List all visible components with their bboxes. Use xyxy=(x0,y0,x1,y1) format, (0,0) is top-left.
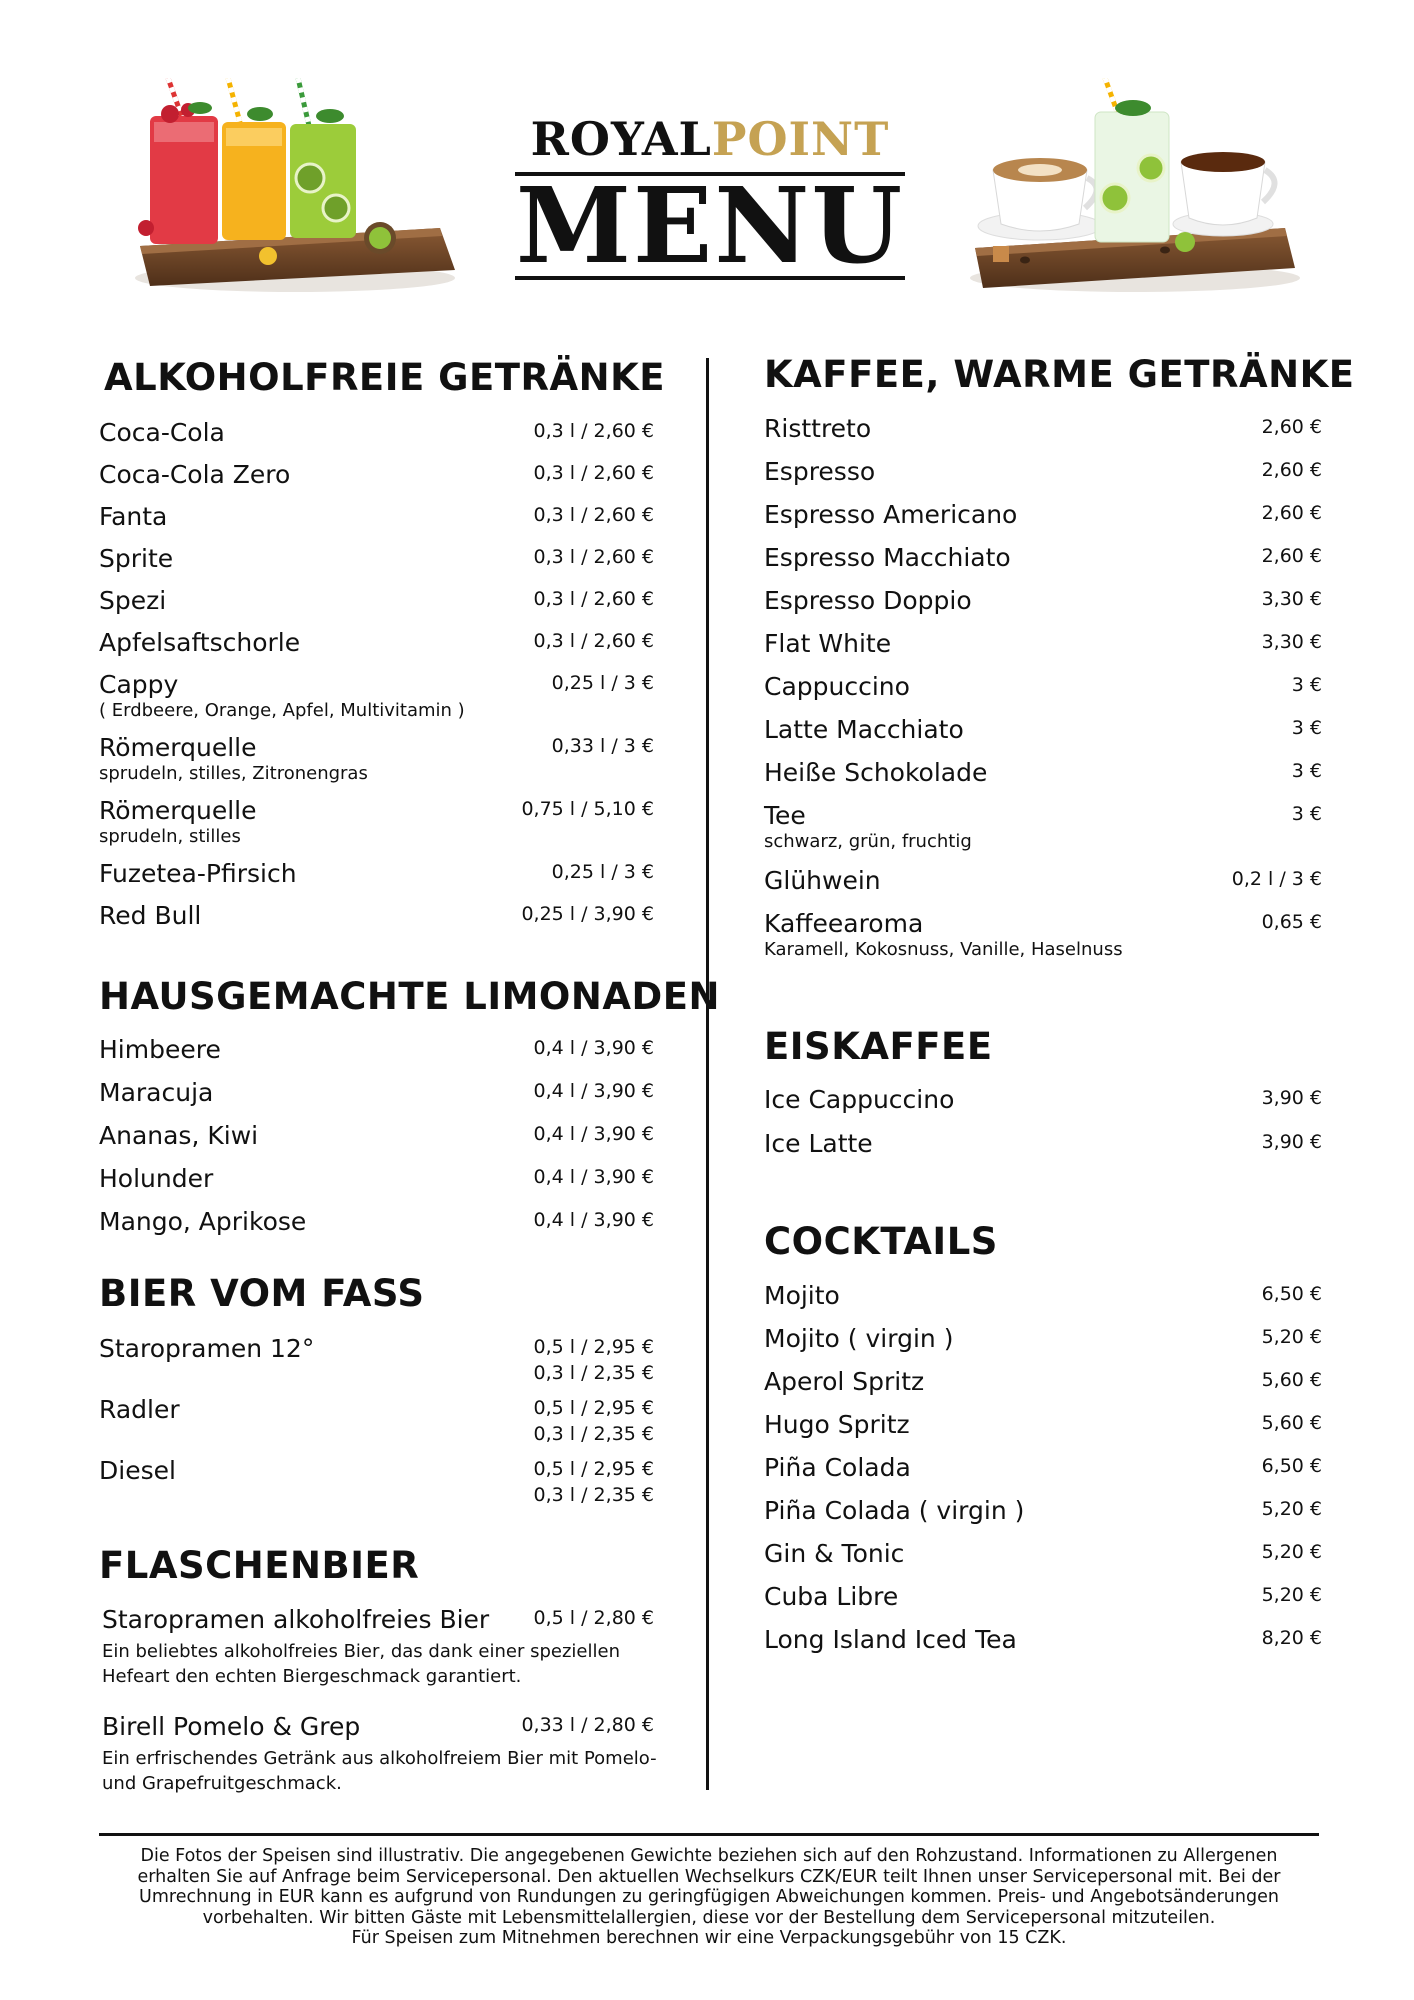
item-name: Ananas, Kiwi xyxy=(99,1121,259,1150)
item-price: 0,5 l / 2,95 € xyxy=(533,1336,654,1358)
item-name: Sprite xyxy=(99,544,174,573)
item-name: Espresso Doppio xyxy=(764,586,972,615)
item-price: 0,3 l / 2,60 € xyxy=(533,546,654,568)
item-name: Cuba Libre xyxy=(764,1582,899,1611)
footer-divider xyxy=(99,1833,1319,1836)
coffee-and-tea-image xyxy=(965,78,1305,296)
item-name: Risttreto xyxy=(764,414,872,443)
item-name: Staropramen alkoholfreies Bier xyxy=(102,1605,490,1634)
item-name: Piña Colada ( virgin ) xyxy=(764,1496,1025,1525)
item-price: 0,25 l / 3,90 € xyxy=(521,903,654,925)
item-name: Mojito xyxy=(764,1281,840,1310)
item-name: Espresso xyxy=(764,457,876,486)
item-name: Birell Pomelo & Grep xyxy=(102,1712,361,1741)
item-name: Fuzetea-Pfirsich xyxy=(99,859,297,888)
item-name: Long Island Iced Tea xyxy=(764,1625,1017,1654)
item-name: Espresso Macchiato xyxy=(764,543,1011,572)
item-name: Apfelsaftschorle xyxy=(99,628,301,657)
item-price: 5,20 € xyxy=(1261,1326,1322,1348)
item-name: Gin & Tonic xyxy=(764,1539,905,1568)
item-price: 6,50 € xyxy=(1261,1283,1322,1305)
item-name: Ice Latte xyxy=(764,1129,873,1158)
item-price: 0,3 l / 2,60 € xyxy=(533,630,654,652)
item-price: 0,33 l / 2,80 € xyxy=(521,1714,654,1736)
item-price: 0,25 l / 3 € xyxy=(551,861,654,883)
item-price: 5,20 € xyxy=(1261,1541,1322,1563)
item-price: 0,33 l / 3 € xyxy=(551,735,654,757)
item-description: sprudeln, stilles xyxy=(99,826,241,847)
item-name: Red Bull xyxy=(99,901,202,930)
section-title-kaffee: KAFFEE, WARME GETRÄNKE xyxy=(764,353,1355,396)
item-description: Ein beliebtes alkoholfreies Bier, das dank einer speziellen Hefeart den echten Biergeschmack garantiert. xyxy=(102,1641,620,1687)
item-price: 0,5 l / 2,95 € xyxy=(533,1397,654,1419)
item-name: Mango, Aprikose xyxy=(99,1207,307,1236)
item-price: 5,60 € xyxy=(1261,1412,1322,1434)
footer-line: Für Speisen zum Mitnehmen berechnen wir eine Verpackungsgebühr von 15 CZK. xyxy=(351,1928,1067,1948)
item-name: Espresso Americano xyxy=(764,500,1018,529)
item-price: 0,3 l / 2,60 € xyxy=(533,420,654,442)
footer-disclaimer xyxy=(99,1846,1319,1949)
item-description: schwarz, grün, fruchtig xyxy=(764,831,972,852)
item-price: 0,3 l / 2,60 € xyxy=(533,504,654,526)
brand-point: POINT xyxy=(711,112,890,166)
section-title-eiskaffee: EISKAFFEE xyxy=(764,1025,993,1068)
item-name: Diesel xyxy=(99,1456,176,1485)
item-name: Cappuccino xyxy=(764,672,910,701)
item-name: Latte Macchiato xyxy=(764,715,964,744)
item-description: Karamell, Kokosnuss, Vanille, Haselnuss xyxy=(764,939,1123,960)
item-name: Römerquelle xyxy=(99,733,257,762)
item-price: 0,4 l / 3,90 € xyxy=(533,1037,654,1059)
item-price: 2,60 € xyxy=(1261,459,1322,481)
item-price: 0,3 l / 2,35 € xyxy=(533,1423,654,1445)
item-name: Heiße Schokolade xyxy=(764,758,988,787)
brand-royal: ROYAL xyxy=(530,112,712,166)
item-price: 0,4 l / 3,90 € xyxy=(533,1209,654,1231)
item-price: 0,75 l / 5,10 € xyxy=(521,798,654,820)
item-price: 5,60 € xyxy=(1261,1369,1322,1391)
section-title-limonaden: HAUSGEMACHTE LIMONADEN xyxy=(99,975,720,1018)
item-price: 2,60 € xyxy=(1261,545,1322,567)
item-name: Piña Colada xyxy=(764,1453,911,1482)
section-title-cocktails: COCKTAILS xyxy=(764,1220,998,1263)
item-name: Radler xyxy=(99,1395,180,1424)
footer-line: Die Fotos der Speisen sind illustrativ. Die angegebenen Gewichte beziehen sich auf den Rohzustand. Informationen zu Allergenen xyxy=(140,1846,1278,1866)
item-price: 0,25 l / 3 € xyxy=(551,672,654,694)
item-name: Holunder xyxy=(99,1164,214,1193)
footer-line: erhalten Sie auf Anfrage beim Servicepersonal. Den aktuellen Wechselkurs CZK/EUR teilt Ihnen unser Servicepersonal mit. Bei der xyxy=(137,1866,1281,1887)
item-price: 3,30 € xyxy=(1261,631,1322,653)
section-title-flaschenbier: FLASCHENBIER xyxy=(99,1544,420,1587)
item-price: 0,4 l / 3,90 € xyxy=(533,1166,654,1188)
brand-logo xyxy=(520,112,900,166)
item-name: Maracuja xyxy=(99,1078,214,1107)
section-title-bier-vom-fass: BIER VOM FASS xyxy=(99,1272,425,1315)
item-price: 0,3 l / 2,60 € xyxy=(533,588,654,610)
item-price: 6,50 € xyxy=(1261,1455,1322,1477)
item-name: Ice Cappuccino xyxy=(764,1085,955,1114)
column-divider xyxy=(706,358,709,1790)
item-price: 0,3 l / 2,35 € xyxy=(533,1484,654,1506)
item-price: 0,4 l / 3,90 € xyxy=(533,1080,654,1102)
item-name: Spezi xyxy=(99,586,167,615)
item-name: Aperol Spritz xyxy=(764,1367,925,1396)
item-price: 5,20 € xyxy=(1261,1498,1322,1520)
item-price: 0,3 l / 2,35 € xyxy=(533,1362,654,1384)
item-name: Cappy xyxy=(99,670,179,699)
item-name: Mojito ( virgin ) xyxy=(764,1324,954,1353)
item-name: Tee xyxy=(764,801,806,830)
item-description: sprudeln, stilles, Zitronengras xyxy=(99,763,368,784)
item-price: 3 € xyxy=(1291,674,1322,696)
item-price: 3,90 € xyxy=(1261,1131,1322,1153)
item-description: Ein erfrischendes Getränk aus alkoholfreiem Bier mit Pomelo- und Grapefruitgeschmack. xyxy=(102,1748,657,1794)
item-price: 0,5 l / 2,95 € xyxy=(533,1458,654,1480)
item-price: 3 € xyxy=(1291,717,1322,739)
lemonade-glasses-image xyxy=(130,78,460,296)
item-name: Kaffeearoma xyxy=(764,909,924,938)
item-name: Römerquelle xyxy=(99,796,257,825)
item-price: 3 € xyxy=(1291,803,1322,825)
item-price: 0,65 € xyxy=(1261,911,1322,933)
item-description: ( Erdbeere, Orange, Apfel, Multivitamin ) xyxy=(99,700,465,721)
item-price: 5,20 € xyxy=(1261,1584,1322,1606)
item-name: Himbeere xyxy=(99,1035,221,1064)
item-price: 0,2 l / 3 € xyxy=(1231,868,1322,890)
item-price: 0,3 l / 2,60 € xyxy=(533,462,654,484)
item-price: 2,60 € xyxy=(1261,502,1322,524)
item-price: 3,90 € xyxy=(1261,1087,1322,1109)
footer-line: Umrechnung in EUR kann es aufgrund von Rundungen zu geringfügigen Abweichungen kommen. Preis- und Angebotsänderungen xyxy=(139,1887,1279,1907)
item-price: 3,30 € xyxy=(1261,588,1322,610)
item-price: 2,60 € xyxy=(1261,416,1322,438)
item-name: Flat White xyxy=(764,629,892,658)
item-name: Staropramen 12° xyxy=(99,1334,315,1363)
item-name: Glühwein xyxy=(764,866,881,895)
item-name: Hugo Spritz xyxy=(764,1410,910,1439)
item-name: Coca-Cola xyxy=(99,418,225,447)
item-name: Coca-Cola Zero xyxy=(99,460,291,489)
footer-line: vorbehalten. Wir bitten Gäste mit Lebensmittelallergien, diese vor der Bestellung dem Servicepersonal mitzuteilen. xyxy=(202,1907,1216,1928)
menu-title: MENU xyxy=(515,164,905,287)
item-price: 0,4 l / 3,90 € xyxy=(533,1123,654,1145)
item-price: 0,5 l / 2,80 € xyxy=(533,1607,654,1629)
section-title-alkoholfrei: ALKOHOLFREIE GETRÄNKE xyxy=(104,356,666,399)
item-price: 8,20 € xyxy=(1261,1627,1322,1649)
item-name: Fanta xyxy=(99,502,168,531)
item-price: 3 € xyxy=(1291,760,1322,782)
